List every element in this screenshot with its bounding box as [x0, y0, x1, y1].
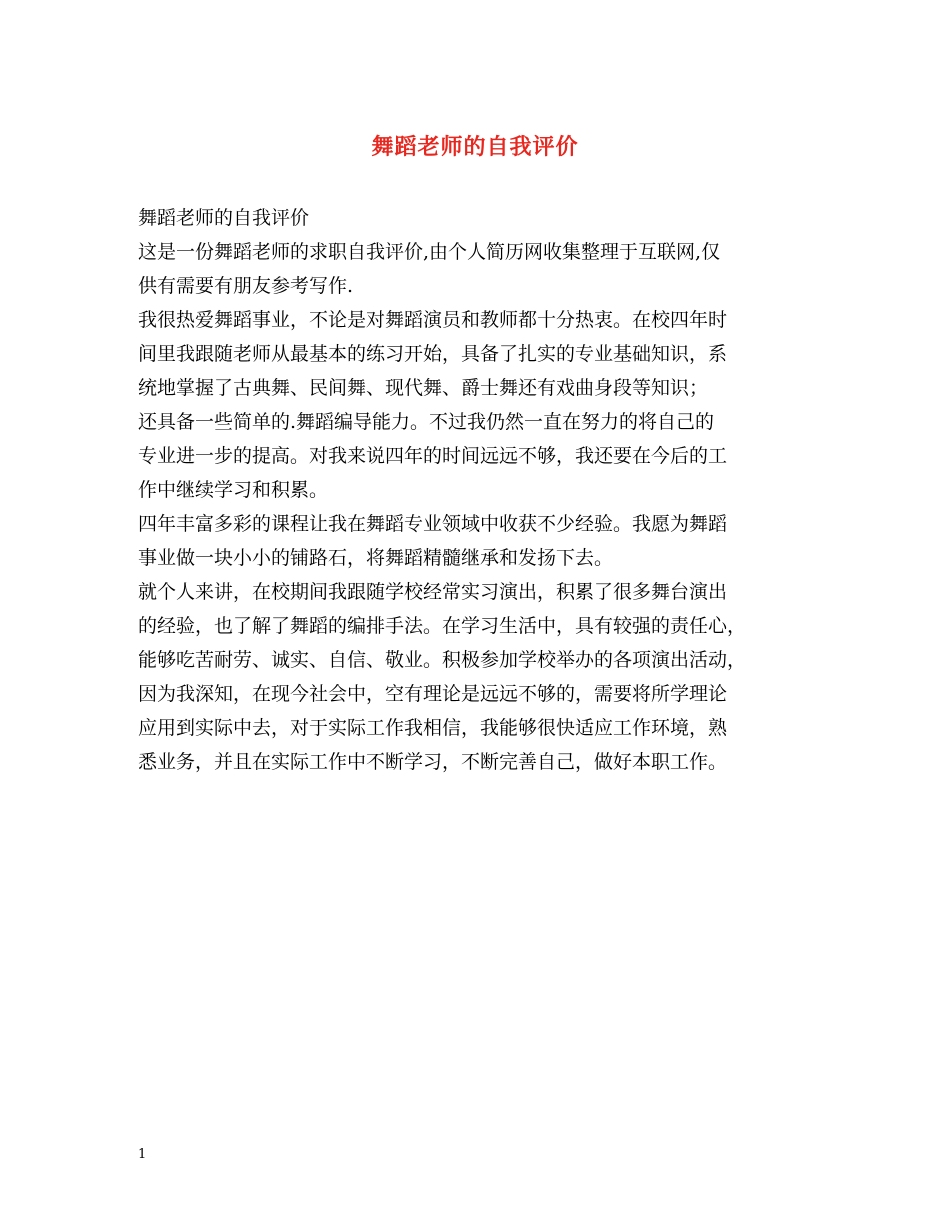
body-line: 作中继续学习和积累。: [138, 479, 329, 501]
document-body: [138, 201, 818, 779]
body-line: 事业做一块小小的铺路石，将舞蹈精髓继承和发扬下去。: [138, 547, 614, 569]
body-line: 因为我深知，在现今社会中，空有理论是远远不够的，需要将所学理论: [138, 683, 728, 705]
document-title: 舞蹈老师的自我评价: [371, 134, 579, 160]
body-line: 统地掌握了古典舞、民间舞、现代舞、爵士舞还有戏曲身段等知识；: [138, 377, 709, 399]
body-line: 就个人来讲，在校期间我跟随学校经常实习演出，积累了很多舞台演出: [138, 581, 728, 603]
body-line: 能够吃苦耐劳、诚实、自信、敬业。积极参加学校举办的各项演出活动，: [138, 649, 747, 671]
body-line: 我很热爱舞蹈事业，不论是对舞蹈演员和教师都十分热衷。在校四年时: [138, 309, 728, 331]
page-number: 1: [138, 1147, 147, 1162]
body-line: 悉业务，并且在实际工作中不断学习，不断完善自己，做好本职工作。: [138, 751, 728, 773]
body-line: 的经验，也了解了舞蹈的编排手法。在学习生活中，具有较强的责任心，: [138, 615, 747, 637]
body-line: 专业进一步的提高。对我来说四年的时间远远不够，我还要在今后的工: [138, 445, 728, 467]
body-line: 供有需要有朋友参考写作.: [138, 275, 354, 297]
body-line: 这是一份舞蹈老师的求职自我评价,由个人简历网收集整理于互联网,仅: [138, 241, 721, 263]
body-line: 还具备一些简单的.舞蹈编导能力。不过我仍然一直在努力的将自己的: [138, 411, 715, 433]
body-line: 间里我跟随老师从最基本的练习开始，具备了扎实的专业基础知识，系: [138, 343, 728, 365]
body-line: 舞蹈老师的自我评价: [138, 207, 310, 229]
body-line: 四年丰富多彩的课程让我在舞蹈专业领域中收获不少经验。我愿为舞蹈: [138, 513, 728, 535]
body-line: 应用到实际中去，对于实际工作我相信，我能够很快适应工作环境，熟: [138, 717, 728, 739]
